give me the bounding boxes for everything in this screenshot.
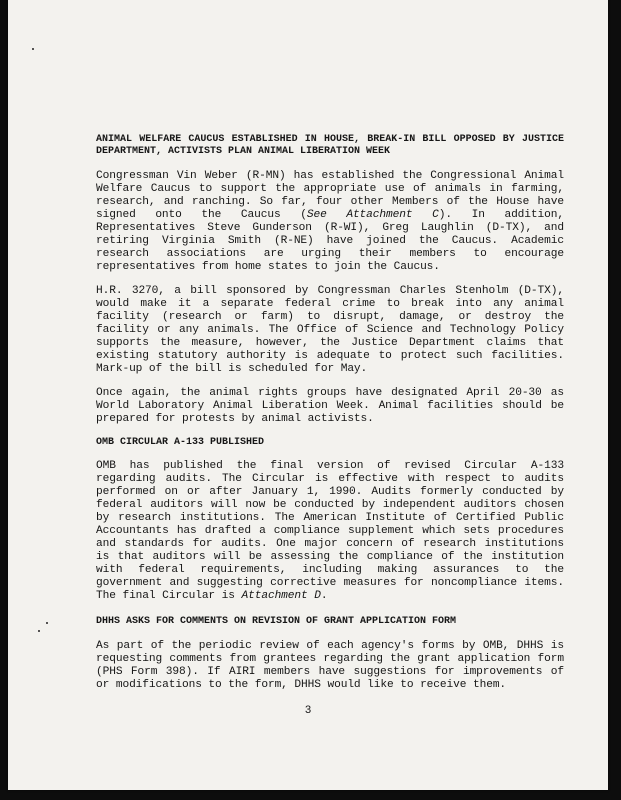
section-heading: OMB CIRCULAR A-133 PUBLISHED: [96, 437, 265, 448]
paragraph: [96, 460, 564, 603]
paragraph-text: Once again, the animal rights groups have designated April 20-30 as World Laboratory Animal Liberation Week. Animal facilities should be prepared for protests by animal activists.: [96, 387, 564, 425]
paragraph-text: .: [320, 589, 328, 602]
attachment-reference: Attachment D: [241, 589, 321, 602]
paragraph: [96, 387, 564, 426]
scan-speck: [46, 622, 48, 624]
section-heading: ANIMAL WELFARE CAUCUS ESTABLISHED IN HOUSE, BREAK-IN BILL OPPOSED BY JUSTICE DEPARTMENT, ACTIVISTS PLAN ANIMAL LIBERATION WEEK: [96, 134, 564, 157]
scan-speck: [32, 48, 34, 50]
paragraph-text: Congressman Vin Weber (R-MN) has established the Congressional Animal Welfare Caucus to support the appropriate use of animals in farming, research, and ranching. So far, four other Members of the House have signed onto the Caucus (: [96, 170, 564, 221]
paragraph-text: As part of the periodic review of each agency's forms by OMB, DHHS is requesting comments from grantees regarding the grant application form (PHS Form 398). If AIRI members have suggestions for improvements of or modifications to the form, DHHS would like to receive them.: [96, 640, 564, 691]
page-number: 3: [304, 705, 312, 717]
section-heading: DHHS ASKS FOR COMMENTS ON REVISION OF GRANT APPLICATION FORM: [96, 615, 457, 627]
section-omb-circular: [96, 437, 564, 603]
scan-speck: [38, 630, 40, 632]
paragraph: [96, 640, 564, 692]
attachment-reference: See Attachment C: [306, 209, 439, 221]
document-body: [96, 134, 564, 692]
paragraph-text: ). In addition, Representatives Steve Gunderson (R-WI), Greg Laughlin (D-TX), and retiring Virginia Smith (R-NE) have joined the Caucus. Academic research associations are urging their members to encourage representatives from home states to join the Caucus.: [96, 209, 564, 273]
section-dhhs-comments: [96, 616, 564, 693]
paragraph-text: H.R. 3270, a bill sponsored by Congressman Charles Stenholm (D-TX), would make it a separate federal crime to break into any animal facility (research or farm) to disrupt, damage, or destroy the facility or any animals. The Office of Science and Technology Policy supports the measure, however, the Justice Department claims that existing statutory authority is adequate to protect such facilities. Mark-up of the bill is scheduled for May.: [96, 285, 564, 375]
section-animal-welfare: [96, 134, 564, 426]
paragraph: [96, 170, 564, 274]
paragraph-text: OMB has published the final version of revised Circular A-133 regarding audits. The Circular is effective with respect to audits performed on or after January 1, 1990. Audits formerly conducted by federal auditors will now be conducted by independent auditors chosen by research institutions. The American Institute of Certified Public Accountants has drafted a compliance supplement which sets procedures and standards for audits. One major concern of research institutions is that auditors will be assessing the compliance of the institution with federal requirements, including making assurances to the government and suggesting corrective measures for noncompliance items. The final Circular is: [96, 459, 564, 602]
paragraph: [96, 285, 564, 376]
document-page: [8, 0, 608, 790]
